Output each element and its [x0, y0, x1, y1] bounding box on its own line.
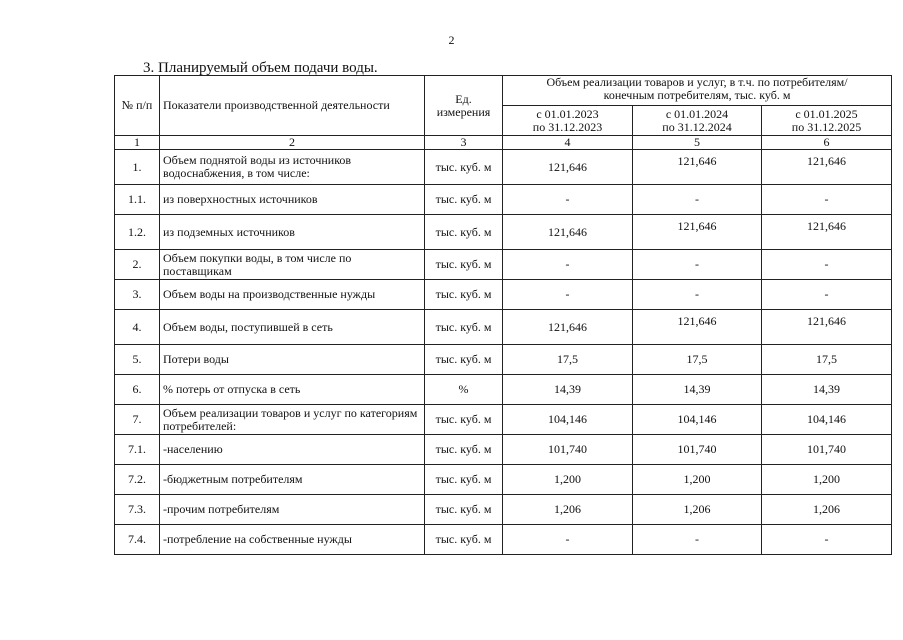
row-indicator: -бюджетным потребителям — [160, 465, 425, 495]
row-value: 1,200 — [503, 465, 633, 495]
row-number: 1. — [115, 150, 160, 185]
period-from: с 01.01.2025 — [795, 106, 858, 121]
row-value: 17,5 — [503, 345, 633, 375]
table-row — [115, 215, 892, 250]
row-number: 1.2. — [115, 215, 160, 250]
header-indicator: Показатели производственной деятельности — [160, 76, 425, 136]
row-value: 14,39 — [633, 375, 762, 405]
table-row — [115, 435, 892, 465]
row-value: 1,206 — [503, 495, 633, 525]
row-number: 6. — [115, 375, 160, 405]
row-unit: тыс. куб. м — [425, 215, 503, 250]
row-value: 14,39 — [762, 375, 892, 405]
row-unit: тыс. куб. м — [425, 465, 503, 495]
column-number: 4 — [503, 136, 633, 150]
row-unit: тыс. куб. м — [425, 150, 503, 185]
row-value: - — [633, 250, 762, 280]
row-value: 121,646 — [503, 150, 633, 185]
row-unit: тыс. куб. м — [425, 525, 503, 555]
row-value: 17,5 — [633, 345, 762, 375]
section-title: 3. Планируемый объем подачи воды. — [143, 60, 378, 76]
column-number: 3 — [425, 136, 503, 150]
row-number: 7.3. — [115, 495, 160, 525]
row-number: 7.1. — [115, 435, 160, 465]
row-unit: тыс. куб. м — [425, 495, 503, 525]
page-number: 2 — [448, 33, 455, 47]
header-period-2023 — [503, 106, 633, 136]
row-value: 17,5 — [762, 345, 892, 375]
row-value: 1,206 — [633, 495, 762, 525]
table-row — [115, 345, 892, 375]
period-to: по 31.12.2024 — [662, 119, 732, 134]
table-row — [115, 150, 892, 185]
row-indicator: -населению — [160, 435, 425, 465]
table-row — [115, 310, 892, 345]
row-indicator: % потерь от отпуска в сеть — [160, 375, 425, 405]
row-value: - — [762, 250, 892, 280]
row-indicator: Объем реализации товаров и услуг по категориям потребителей: — [160, 405, 425, 435]
row-number: 4. — [115, 310, 160, 345]
period-to: по 31.12.2025 — [791, 119, 862, 134]
header-group-line2: конечным потребителям, тыс. куб. м — [603, 88, 791, 102]
header-period-2024 — [633, 106, 762, 136]
table-row — [115, 375, 892, 405]
table-row — [115, 250, 892, 280]
column-number: 2 — [160, 136, 425, 150]
row-number: 2. — [115, 250, 160, 280]
header-unit — [425, 76, 503, 136]
column-number: 1 — [115, 136, 160, 150]
row-value: 121,646 — [762, 215, 892, 250]
row-value: - — [633, 525, 762, 555]
row-value: 121,646 — [633, 150, 762, 185]
header-volume-group — [503, 76, 892, 106]
header-unit-line2: измерения — [436, 104, 491, 119]
water-supply-table — [114, 75, 892, 555]
row-value: 104,146 — [633, 405, 762, 435]
row-value: 121,646 — [762, 150, 892, 185]
period-from: с 01.01.2024 — [665, 106, 729, 121]
column-number-row — [115, 136, 892, 150]
header-group-line1: Объем реализации товаров и услуг, в т.ч. по потребителям/ — [546, 75, 848, 89]
row-indicator: Объем поднятой воды из источников водоснабжения, в том числе: — [160, 150, 425, 185]
header-period-2025 — [762, 106, 892, 136]
row-indicator: Объем воды, поступившей в сеть — [160, 310, 425, 345]
row-value: - — [503, 250, 633, 280]
row-number: 1.1. — [115, 185, 160, 215]
row-value: 101,740 — [503, 435, 633, 465]
row-number: 3. — [115, 280, 160, 310]
row-value: 121,646 — [503, 310, 633, 345]
row-value: 121,646 — [503, 215, 633, 250]
row-value: 101,740 — [762, 435, 892, 465]
row-number: 5. — [115, 345, 160, 375]
header-unit-line1: Ед. — [455, 91, 472, 106]
table-row — [115, 405, 892, 435]
row-unit: тыс. куб. м — [425, 405, 503, 435]
row-value: - — [633, 185, 762, 215]
row-value: 101,740 — [633, 435, 762, 465]
row-unit: тыс. куб. м — [425, 280, 503, 310]
period-to: по 31.12.2023 — [532, 119, 603, 134]
row-indicator: из подземных источников — [160, 215, 425, 250]
row-indicator: -потребление на собственные нужды — [160, 525, 425, 555]
row-value: - — [762, 280, 892, 310]
period-from: с 01.01.2023 — [536, 106, 599, 121]
row-value: 121,646 — [633, 310, 762, 345]
row-value: 104,146 — [503, 405, 633, 435]
row-indicator: Объем покупки воды, в том числе по поставщикам — [160, 250, 425, 280]
table-row — [115, 280, 892, 310]
row-indicator: Потери воды — [160, 345, 425, 375]
table-row — [115, 495, 892, 525]
row-unit: тыс. куб. м — [425, 345, 503, 375]
table-row — [115, 525, 892, 555]
row-unit: % — [425, 375, 503, 405]
row-indicator: Объем воды на производственные нужды — [160, 280, 425, 310]
row-value: 1,200 — [633, 465, 762, 495]
row-value: - — [503, 185, 633, 215]
row-number: 7.4. — [115, 525, 160, 555]
row-indicator: -прочим потребителям — [160, 495, 425, 525]
table-row — [115, 465, 892, 495]
row-value: - — [633, 280, 762, 310]
row-value: - — [503, 280, 633, 310]
row-value: 121,646 — [633, 215, 762, 250]
header-num: № п/п — [115, 76, 160, 136]
column-number: 5 — [633, 136, 762, 150]
row-value: 1,200 — [762, 465, 892, 495]
row-unit: тыс. куб. м — [425, 310, 503, 345]
row-value: - — [762, 525, 892, 555]
row-number: 7.2. — [115, 465, 160, 495]
row-number: 7. — [115, 405, 160, 435]
row-value: 1,206 — [762, 495, 892, 525]
row-value: 104,146 — [762, 405, 892, 435]
row-value: 121,646 — [762, 310, 892, 345]
row-indicator: из поверхностных источников — [160, 185, 425, 215]
row-unit: тыс. куб. м — [425, 435, 503, 465]
column-number: 6 — [762, 136, 892, 150]
row-value: - — [503, 525, 633, 555]
row-unit: тыс. куб. м — [425, 250, 503, 280]
row-unit: тыс. куб. м — [425, 185, 503, 215]
row-value: - — [762, 185, 892, 215]
table-row — [115, 185, 892, 215]
row-value: 14,39 — [503, 375, 633, 405]
